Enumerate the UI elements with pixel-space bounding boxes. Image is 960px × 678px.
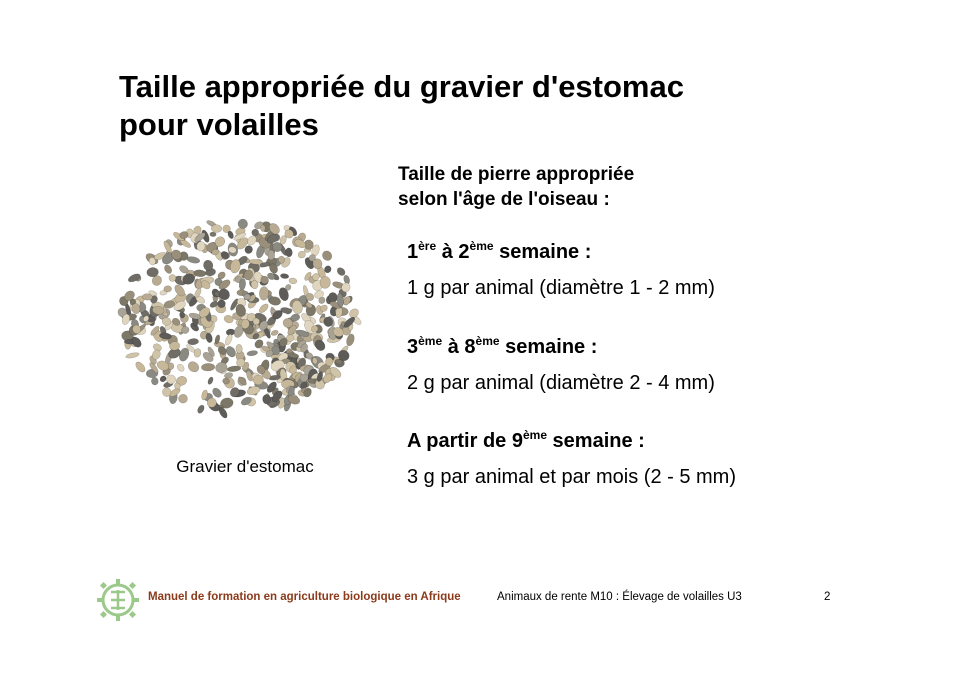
stage-superscript: ère [418, 239, 437, 253]
gravel-stone [159, 375, 168, 383]
gravel-stone [178, 394, 188, 403]
gravel-stone [205, 332, 213, 343]
organic-agriculture-logo-icon [96, 578, 140, 622]
slide-title-line1: Taille appropriée du gravier d'estomac [119, 69, 684, 104]
gravel-stone [210, 232, 216, 237]
gravel-stone [127, 272, 141, 283]
subtitle-line1: Taille de pierre appropriée [398, 164, 635, 185]
gravel-stone [268, 250, 275, 260]
stage-connector: à [442, 336, 465, 358]
gravel-pile-image [112, 210, 372, 435]
stage-suffix: semaine : [499, 336, 598, 358]
stage-suffix: semaine : [493, 241, 592, 263]
gravel-stone [164, 286, 172, 293]
gravel-stone [236, 344, 243, 354]
stage-week-1-2 [407, 240, 715, 300]
gravel-stone [259, 286, 269, 300]
footer-page-number: 2 [824, 591, 831, 603]
gravel-stone [163, 264, 173, 275]
subtitle-line2: selon l'âge de l'oiseau : [398, 189, 610, 210]
stage-number: 3 [407, 336, 419, 358]
stage-dosage: 2 g par animal (diamètre 2 - 4 mm) [407, 372, 715, 394]
stage-week-3-8 [407, 335, 715, 395]
gravel-stone [261, 225, 266, 232]
gravel-stone [247, 350, 258, 357]
gravel-stone [244, 294, 251, 300]
stage-number: 2 [458, 241, 470, 263]
gravel-stone [224, 333, 234, 346]
gravel-stone [179, 311, 185, 318]
gravel-stone [258, 302, 270, 314]
stage-superscript: ème [418, 334, 443, 348]
gravel-stone [196, 404, 205, 414]
stage-heading [407, 429, 736, 453]
gravel-stone [187, 338, 199, 345]
stage-heading [407, 335, 715, 359]
gravel-stone [207, 376, 214, 385]
stage-number: 1 [407, 241, 419, 263]
stage-week-9-plus [407, 429, 736, 489]
gravel-stone [280, 273, 289, 279]
image-caption: Gravier d'estomac [176, 457, 314, 476]
stage-heading [407, 240, 715, 264]
gravel-stone [286, 334, 293, 342]
gravel-stone [186, 360, 201, 375]
stage-superscript: ème [475, 334, 500, 348]
gravel-stone [285, 248, 293, 258]
footer-manual-title: Manuel de formation en agriculture biologique en Afrique [148, 591, 461, 603]
gravel-stone [217, 287, 232, 302]
stage-connector: à [436, 241, 459, 263]
gravel-stone [211, 224, 222, 233]
stage-dosage: 1 g par animal (diamètre 1 - 2 mm) [407, 277, 715, 299]
gravel-stone [325, 357, 333, 366]
stage-superscript: ème [522, 428, 547, 442]
stage-number: 8 [464, 336, 476, 358]
gravel-stone [288, 277, 297, 284]
stage-dosage: 3 g par animal et par mois (2 - 5 mm) [407, 466, 736, 488]
gravel-stone [134, 360, 147, 374]
gravel-stone [186, 256, 200, 265]
gravel-stone [201, 363, 215, 371]
stage-superscript: ème [469, 239, 494, 253]
stage-prefix: A partir de [407, 430, 512, 452]
slide-title-line2: pour volailles [119, 107, 319, 142]
gravel-stone [253, 318, 260, 325]
stage-suffix: semaine : [547, 430, 645, 452]
gravel-stone [218, 300, 226, 308]
gravel-stone [237, 218, 248, 229]
gravel-stone [125, 352, 139, 359]
stage-number: 9 [511, 430, 523, 452]
gravel-stone [169, 274, 176, 281]
slide-title [119, 68, 819, 144]
section-subtitle [398, 162, 634, 212]
gravel-stone [320, 276, 331, 288]
gravel-stone [176, 363, 186, 373]
gravel-stone [321, 249, 334, 262]
gravel-stone [151, 377, 159, 386]
footer-module: Animaux de rente M10 : Élevage de volailles U3 [497, 591, 742, 603]
gravel-stone [263, 394, 271, 404]
